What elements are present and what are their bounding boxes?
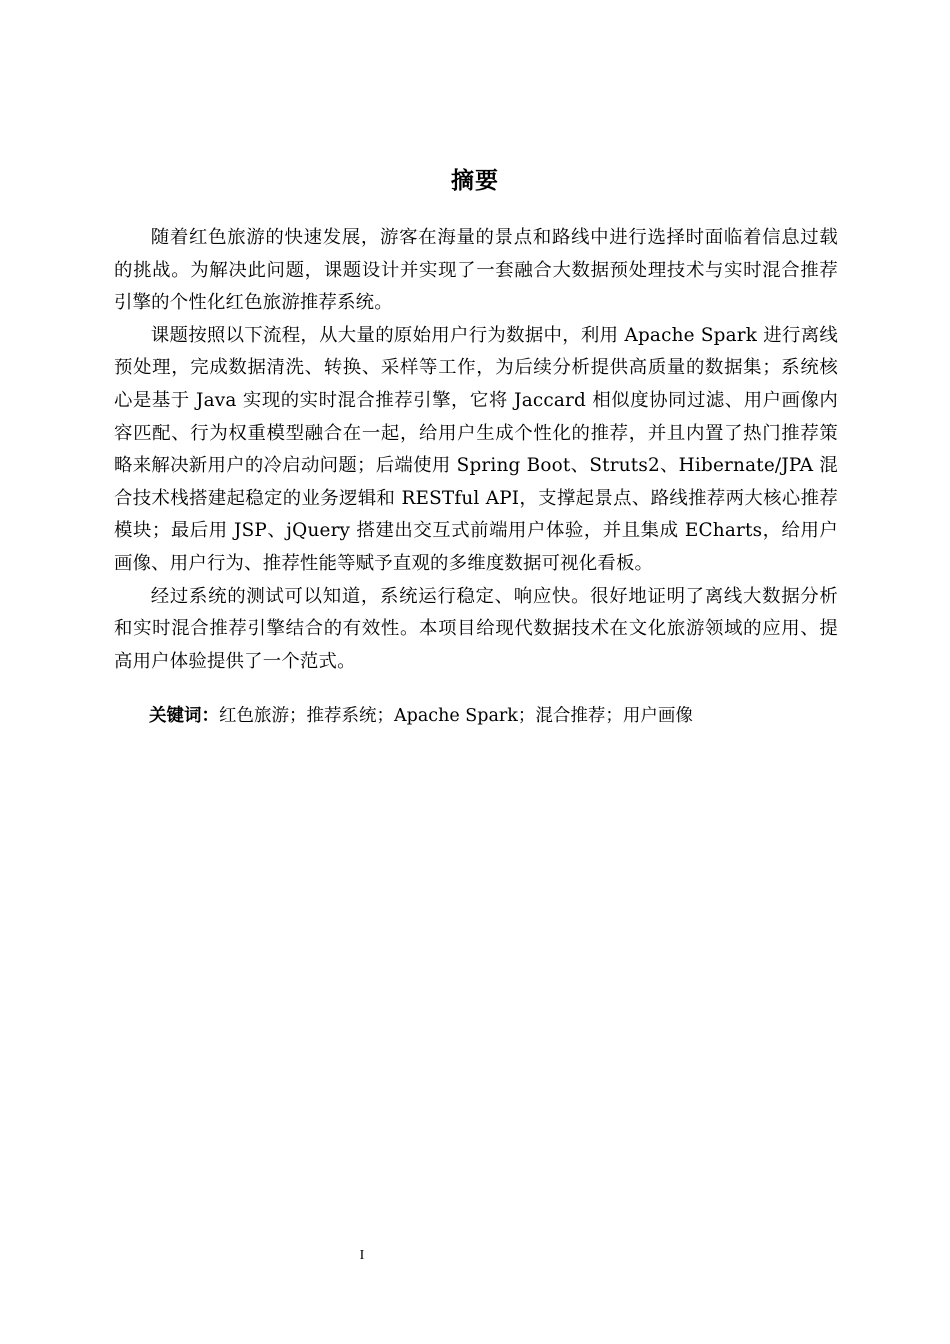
- page-number: I: [359, 1248, 365, 1263]
- keywords-label: 关键词：: [149, 706, 219, 726]
- keywords-text: 红色旅游；推荐系统；Apache Spark；混合推荐；用户画像: [219, 706, 693, 726]
- abstract-body: [114, 222, 838, 678]
- abstract-paragraph-3: 经过系统的测试可以知道，系统运行稳定、响应快。很好地证明了离线大数据分析和实时混合推荐引擎结合的有效性。本项目给现代数据技术在文化旅游领域的应用、提高用户体验提供了一个范式。: [114, 585, 838, 672]
- abstract-title: 摘要: [451, 168, 499, 194]
- abstract-paragraph-1: 随着红色旅游的快速发展，游客在海量的景点和路线中进行选择时面临着信息过载的挑战。为解决此问题，课题设计并实现了一套融合大数据预处理技术与实时混合推荐引擎的个性化红色旅游推荐系统。: [114, 227, 838, 314]
- abstract-paragraph-2: 课题按照以下流程，从大量的原始用户行为数据中，利用 Apache Spark 进行离线预处理，完成数据清洗、转换、采样等工作，为后续分析提供高质量的数据集；系统核心是基于 Java 实现的实时混合推荐引擎，它将 Jaccard 相似度协同过滤、用户画像内容匹配、行为权重模型融合在一起，给用户生成个性化的推荐，并且内置了热门推荐策略来解决新用户的冷启动问题；后端使用 Spring Boot、Struts2、Hibernate/JPA 混合技术栈搭建起稳定的业务逻辑和 RESTful API，支撑起景点、路线推荐两大核心推荐模块；最后用 JSP、jQuery 搭建出交互式前端用户体验，并且集成 ECharts，给用户画像、用户行为、推荐性能等赋予直观的多维度数据可视化看板。: [114, 324, 838, 574]
- keywords-line: [114, 700, 838, 732]
